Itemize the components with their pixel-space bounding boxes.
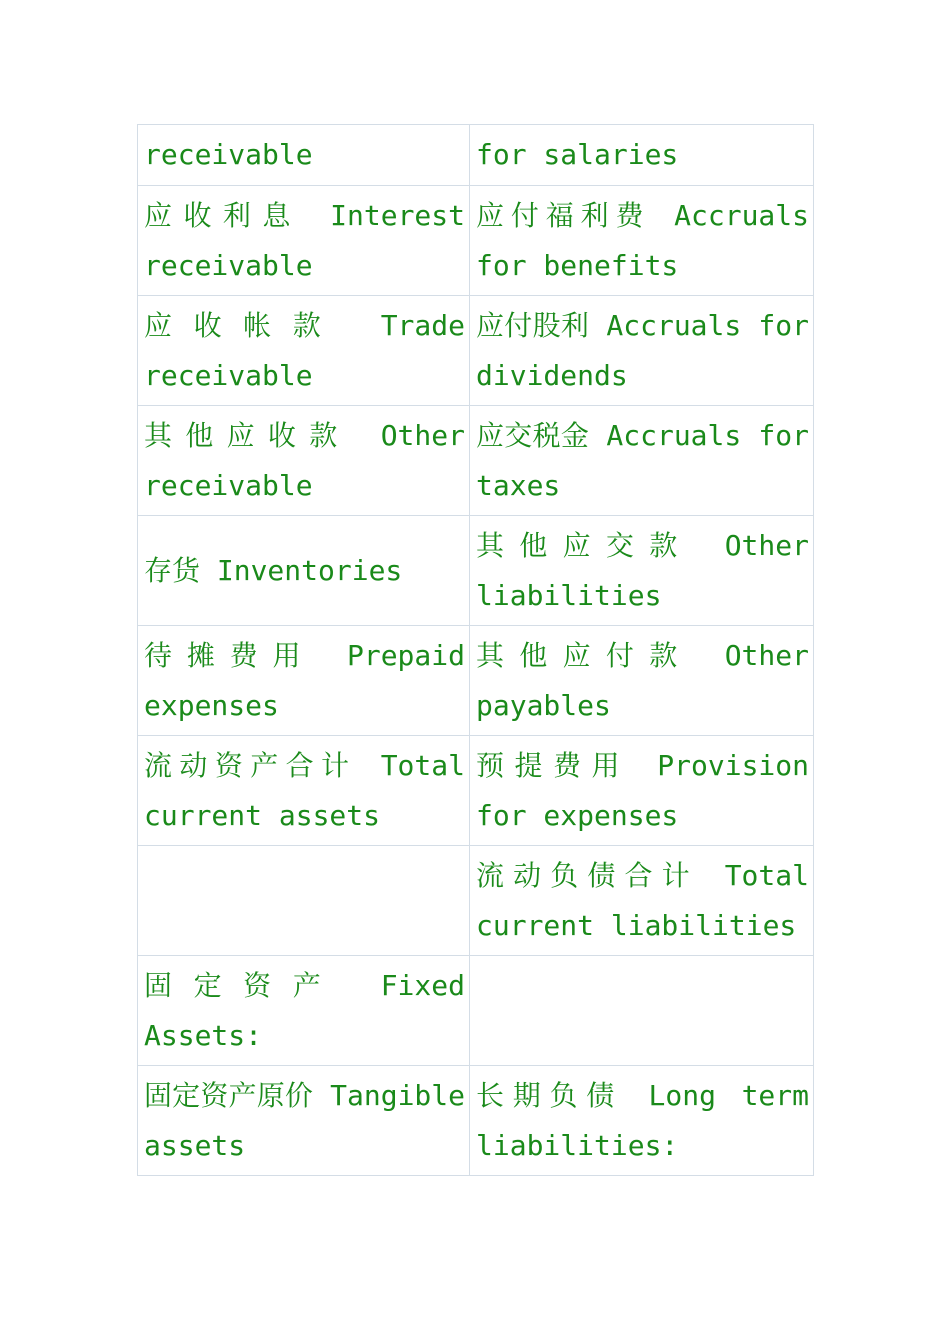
asset-term-cell: receivable [138, 125, 470, 186]
liability-term-cell: 流动负债合计 Total current liabilities [470, 846, 814, 956]
asset-term-cell: 存货 Inventories [138, 516, 470, 626]
table-row [138, 1066, 814, 1176]
asset-term-cell: 应收利息 Interest receivable [138, 186, 470, 296]
table-row [138, 736, 814, 846]
table-row [138, 125, 814, 186]
asset-term-cell: 应收帐款 Trade receivable [138, 296, 470, 406]
liability-term-cell: for salaries [470, 125, 814, 186]
liability-term-cell [470, 956, 814, 1066]
liability-term-cell: 其他应交款 Other liabilities [470, 516, 814, 626]
asset-term-cell: 流动资产合计 Total current assets [138, 736, 470, 846]
table-row [138, 846, 814, 956]
liability-term-cell: 应付股利 Accruals for dividends [470, 296, 814, 406]
asset-term-cell: 固定资产 Fixed Assets: [138, 956, 470, 1066]
table-row [138, 626, 814, 736]
liability-term-cell: 长期负债 Long term liabilities: [470, 1066, 814, 1176]
table-row [138, 186, 814, 296]
table-row [138, 296, 814, 406]
asset-term-cell: 其他应收款 Other receivable [138, 406, 470, 516]
asset-term-cell: 待摊费用 Prepaid expenses [138, 626, 470, 736]
liability-term-cell: 应付福利费 Accruals for benefits [470, 186, 814, 296]
liability-term-cell: 应交税金 Accruals for taxes [470, 406, 814, 516]
accounting-terms-table [137, 124, 814, 1176]
asset-term-cell: 固定资产原价 Tangible assets [138, 1066, 470, 1176]
asset-term-cell [138, 846, 470, 956]
table-row [138, 516, 814, 626]
liability-term-cell: 预提费用 Provision for expenses [470, 736, 814, 846]
liability-term-cell: 其他应付款 Other payables [470, 626, 814, 736]
table-row [138, 956, 814, 1066]
table-row [138, 406, 814, 516]
